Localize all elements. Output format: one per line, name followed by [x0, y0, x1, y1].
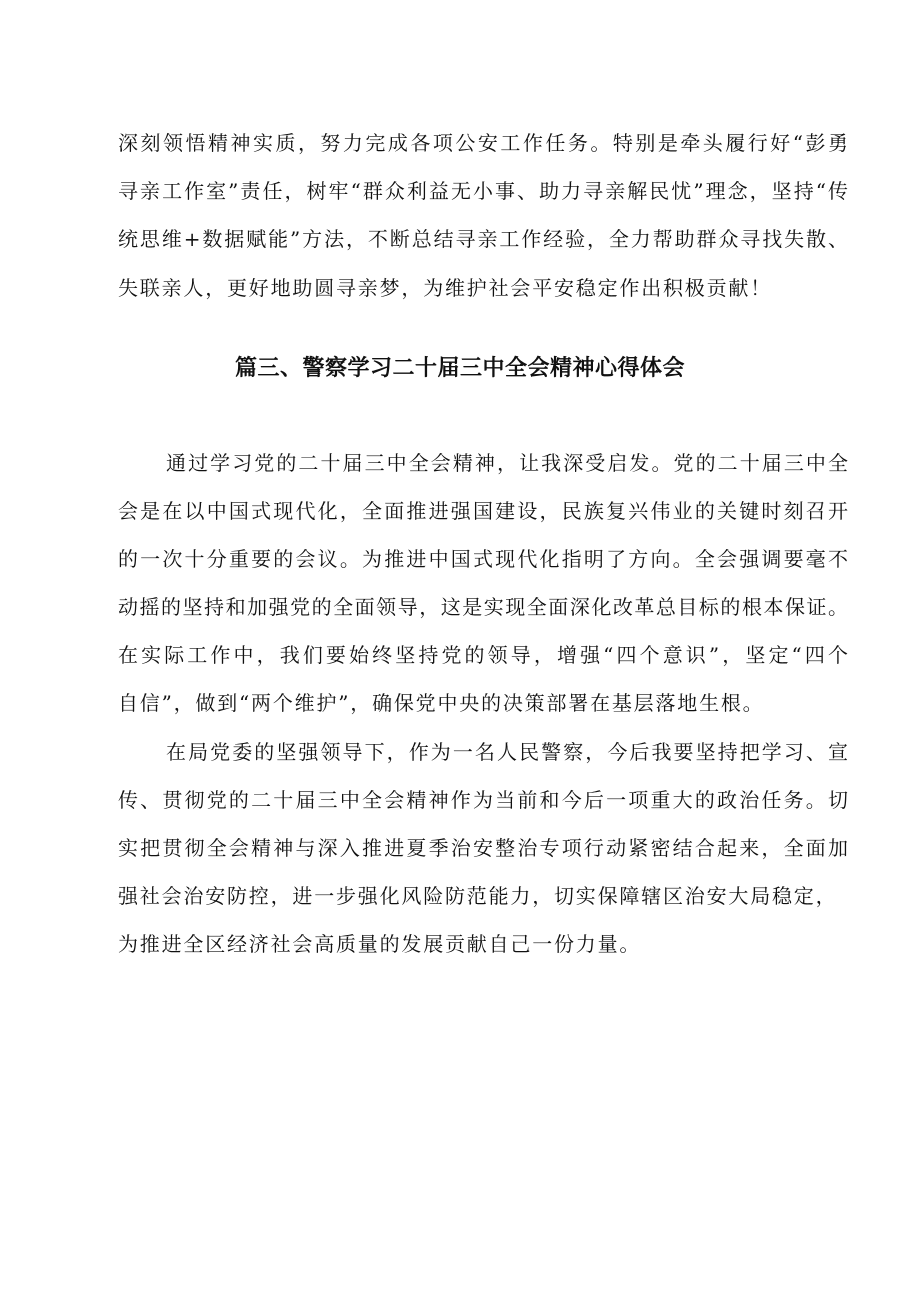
text-line: 的一次十分重要的会议。为推进中国式现代化指明了方向。全会强调要毫不 [118, 547, 848, 571]
text-line: 强社会治安防控，进一步强化风险防范能力，切实保障辖区治安大局稳定， [118, 884, 838, 908]
text-line: 失联亲人，更好地助圆寻亲梦，为维护社会平安稳定作出积极贡献！ [118, 276, 772, 300]
text-line: 通过学习党的二十届三中全会精神，让我深受启发。党的二十届三中全 [166, 451, 848, 475]
text-line: 为推进全区经济社会高质量的发展贡献自己一份力量。 [118, 932, 642, 956]
text-line: 在实际工作中，我们要始终坚持党的领导，增强“四个意识”，坚定“四个 [118, 643, 848, 667]
text-line: 动摇的坚持和加强党的全面领导，这是实现全面深化改革总目标的根本保证。 [118, 595, 848, 619]
section-title: 篇三、警察学习二十届三中全会精神心得体会 [234, 356, 685, 381]
text-line: 深刻领悟精神实质，努力完成各项公安工作任务。特别是牵头履行好“彭勇 [118, 131, 848, 155]
text-line: 自信”，做到“两个维护”，确保党中央的决策部署在基层落地生根。 [118, 691, 765, 715]
text-line: 寻亲工作室”责任，树牢“群众利益无小事、助力寻亲解民忧”理念，坚持“传 [118, 179, 848, 203]
text-line: 传、贯彻党的二十届三中全会精神作为当前和今后一项重大的政治任务。切 [118, 788, 848, 812]
text-line: 统思维+数据赋能”方法，不断总结寻亲工作经验，全力帮助群众寻找失散、 [118, 227, 848, 251]
text-line: 在局党委的坚强领导下，作为一名人民警察，今后我要坚持把学习、宣 [166, 740, 848, 764]
text-line: 会是在以中国式现代化，全面推进强国建设，民族复兴伟业的关键时刻召开 [118, 499, 848, 523]
text-line: 实把贯彻全会精神与深入推进夏季治安整治专项行动紧密结合起来，全面加 [118, 836, 848, 860]
